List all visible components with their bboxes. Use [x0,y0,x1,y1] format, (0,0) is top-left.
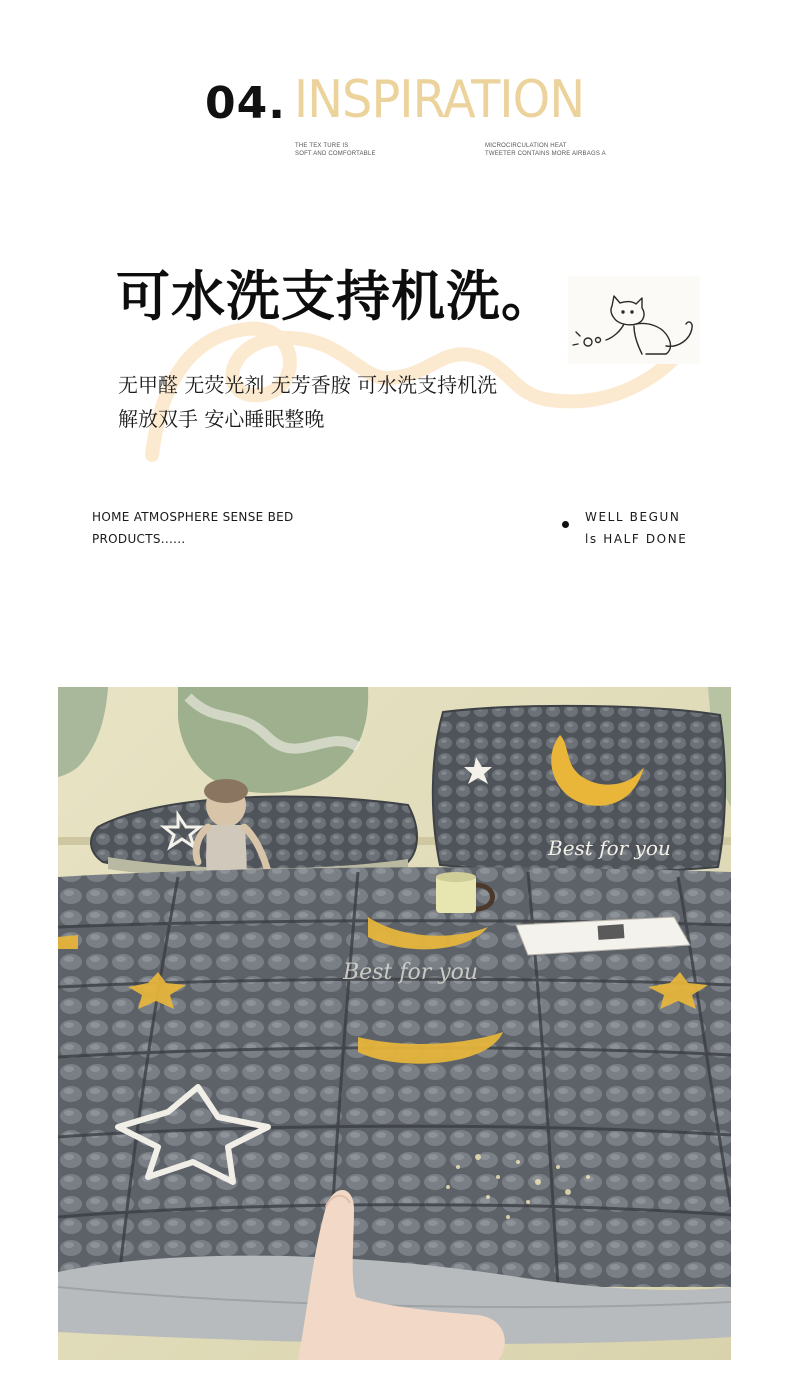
header-note-right [485,142,606,158]
header-note-left [295,142,376,158]
header-note-right-line: TWEETER CONTAINS MORE AIRBAGS A [485,151,606,157]
blurb-left [92,506,294,550]
cat-playing-icon [568,276,700,364]
header-note-right-line: MICROCIRCULATION HEAT [485,143,567,149]
feature-description [118,368,497,436]
blurb-right-line: ls HALF DONE [585,532,688,546]
section-number: 04. [205,78,286,129]
header-note-left-line: SOFT AND COMFORTABLE [295,151,376,157]
pillow-right [433,706,725,872]
cat-illustration [568,276,700,364]
product-photo [58,687,731,1360]
mattress-text: Best for you [343,960,479,985]
blurb-left-line: PRODUCTS...... [92,532,186,546]
blurb-right-line: WELL BEGUN [585,510,681,524]
header-note-left-line: THE TEX TURE IS [295,143,349,149]
pillow-text: Best for you [548,836,671,860]
headline: 可水洗支持机洗。 [116,265,556,328]
feature-line: 无甲醛 无荧光剂 无芳香胺 可水洗支持机洗 [118,373,498,397]
bed-scene-illustration [58,687,731,1360]
blurb-right [585,506,687,550]
bullet-dot [562,521,569,528]
section-title: INSPIRATION [294,70,585,130]
feature-line: 解放双手 安心睡眠整晚 [118,407,325,431]
blurb-left-line: HOME ATMOSPHERE SENSE BED [92,510,294,524]
